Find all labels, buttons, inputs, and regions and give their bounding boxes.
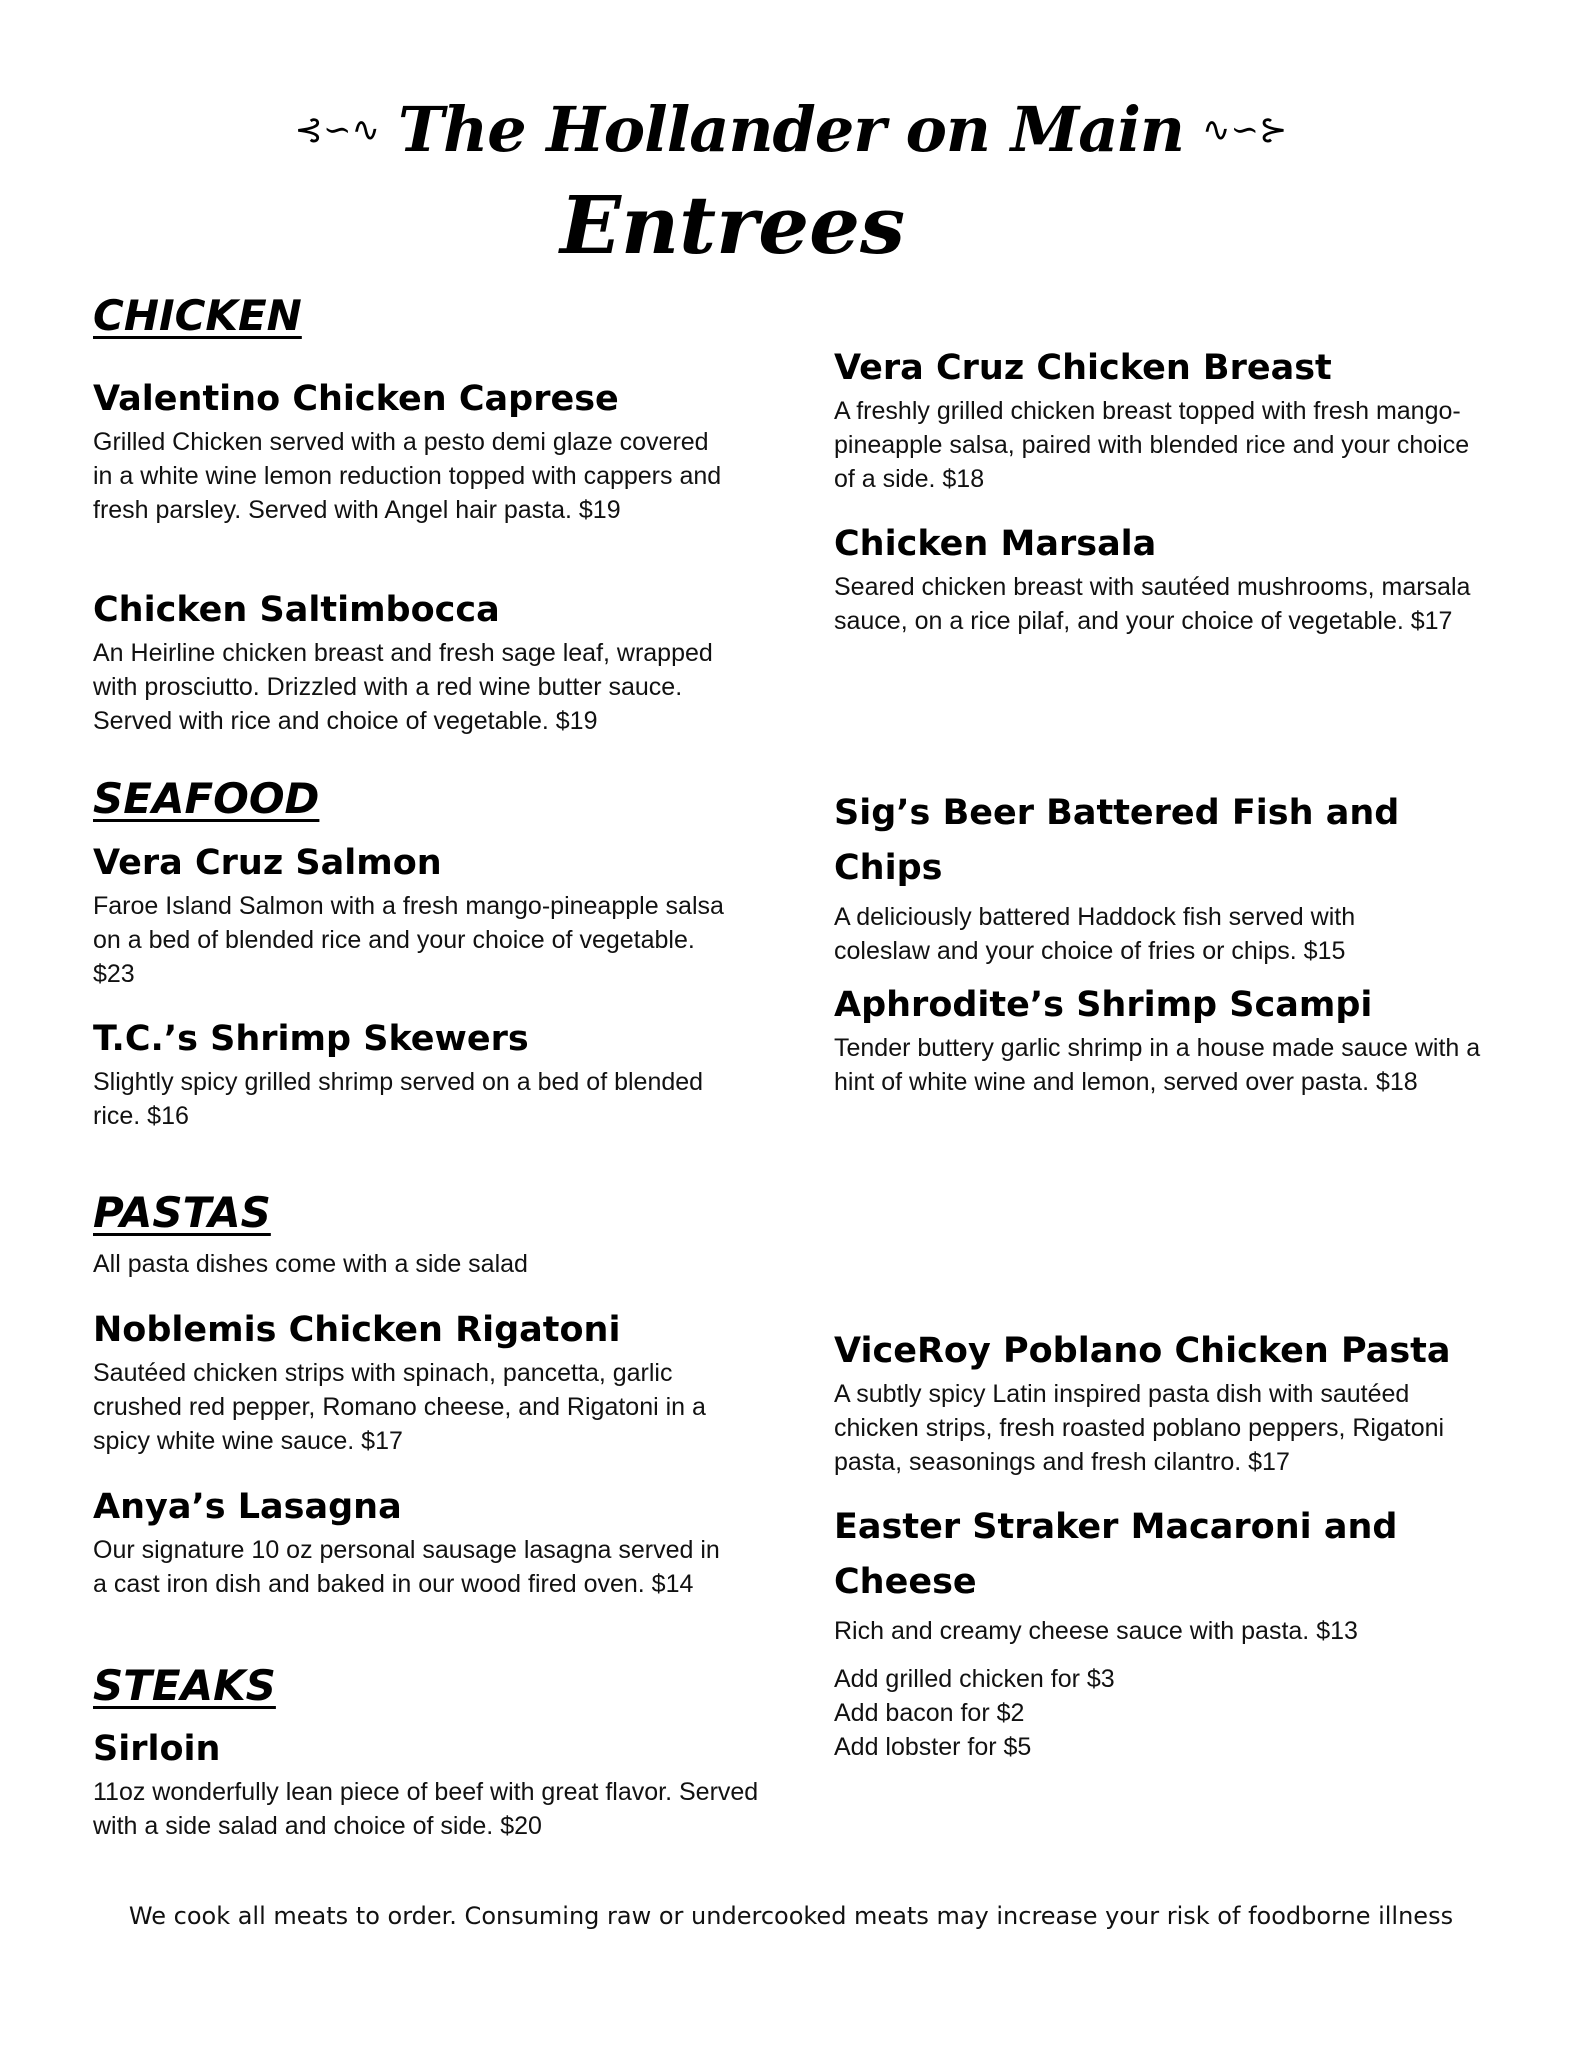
item-description: Seared chicken breast with sautéed mushrooms, marsala sauce, on a rice pilaf, and your choice of vegetable. $17: [834, 573, 1471, 635]
item-name: Vera Cruz Chicken Breast: [834, 348, 1332, 388]
item-description: A subtly spicy Latin inspired pasta dish with sautéed chicken strips, fresh roasted poblano peppers, Rigatoni pasta, seasonings and fresh cilantro. $17: [834, 1380, 1445, 1476]
section-heading-pastas: PASTAS: [93, 1188, 271, 1237]
item-description: Faroe Island Salmon with a fresh mango-pineapple salsa on a bed of blended rice and your choice of vegetable. $23: [93, 892, 724, 988]
item-name: Vera Cruz Salmon: [93, 843, 442, 883]
item-description: Slightly spicy grilled shrimp served on a bed of blended rice. $16: [93, 1068, 704, 1130]
restaurant-title: [295, 95, 1288, 165]
item-name: Aphrodite’s Shrimp Scampi: [834, 985, 1373, 1025]
menu-item: [834, 983, 1484, 1099]
item-description: Rich and creamy cheese sauce with pasta. $13: [834, 1617, 1358, 1645]
item-name: Chicken Marsala: [834, 524, 1157, 564]
section-heading-steaks: STEAKS: [93, 1661, 276, 1710]
item-description: An Heirline chicken breast and fresh sage leaf, wrapped with prosciutto. Drizzled with a red wine butter sauce. Served with rice and choice of vegetable. $19: [93, 639, 713, 735]
item-name: Noblemis Chicken Rigatoni: [93, 1310, 621, 1350]
menu-item: [834, 786, 1434, 968]
item-name: Sirloin: [93, 1729, 221, 1769]
menu-item: [93, 1485, 733, 1601]
item-name: ViceRoy Poblano Chicken Pasta: [834, 1331, 1451, 1371]
item-description: 11oz wonderfully lean piece of beef with great flavor. Served with a side salad and choice of side. $20: [93, 1778, 759, 1840]
left-flourish-icon: ⊰∽∿: [294, 110, 380, 150]
menu-item: [93, 1727, 773, 1843]
item-name: Easter Straker Macaroni and Cheese: [834, 1507, 1398, 1602]
menu-subtitle: Entrees: [560, 178, 906, 272]
pasta-note: All pasta dishes come with a side salad: [93, 1250, 528, 1278]
item-description: Sautéed chicken strips with spinach, pancetta, garlic crushed red pepper, Romano cheese, and Rigatoni in a spicy white wine sauce. $17: [93, 1359, 706, 1455]
menu-item: [834, 522, 1484, 638]
item-name: T.C.’s Shrimp Skewers: [93, 1019, 529, 1059]
menu-item: [93, 588, 733, 738]
addon-item: Add lobster for $5: [834, 1733, 1032, 1761]
item-name: Anya’s Lasagna: [93, 1487, 402, 1527]
addon-item: Add grilled chicken for $3: [834, 1665, 1115, 1693]
footer-disclaimer: We cook all meats to order. Consuming raw or undercooked meats may increase your risk of foodborne illness: [128, 1902, 1454, 1930]
item-name: Sig’s Beer Battered Fish and Chips: [834, 793, 1400, 888]
menu-item: [93, 1308, 733, 1458]
section-heading-chicken: CHICKEN: [93, 291, 302, 340]
addons-list: [834, 1662, 1115, 1764]
section-heading-seafood: SEAFOOD: [93, 774, 320, 823]
menu-item: [834, 1329, 1484, 1479]
menu-header: [0, 95, 1582, 165]
menu-item: [93, 841, 733, 991]
item-description: A freshly grilled chicken breast topped with fresh mango-pineapple salsa, paired with blended rice and your choice of a side. $18: [834, 397, 1470, 493]
item-name: Chicken Saltimbocca: [93, 590, 500, 630]
addon-item: Add bacon for $2: [834, 1699, 1025, 1727]
menu-item: [93, 1017, 733, 1133]
item-description: Tender buttery garlic shrimp in a house made sauce with a hint of white wine and lemon, served over pasta. $18: [834, 1034, 1481, 1096]
restaurant-name: The Hollander on Main: [397, 93, 1185, 166]
item-description: Grilled Chicken served with a pesto demi glaze covered in a white wine lemon reduction topped with cappers and fresh parsley. Served with Angel hair pasta. $19: [93, 428, 722, 524]
item-description: A deliciously battered Haddock fish served with coleslaw and your choice of fries or chips. $15: [834, 903, 1356, 965]
item-description: Our signature 10 oz personal sausage lasagna served in a cast iron dish and baked in our wood fired oven. $14: [93, 1536, 720, 1598]
menu-item: [834, 346, 1484, 496]
menu-item: [93, 377, 733, 527]
menu-item: [834, 1500, 1434, 1648]
right-flourish-icon: ∿∽⊱: [1202, 110, 1288, 150]
item-name: Valentino Chicken Caprese: [93, 379, 619, 419]
